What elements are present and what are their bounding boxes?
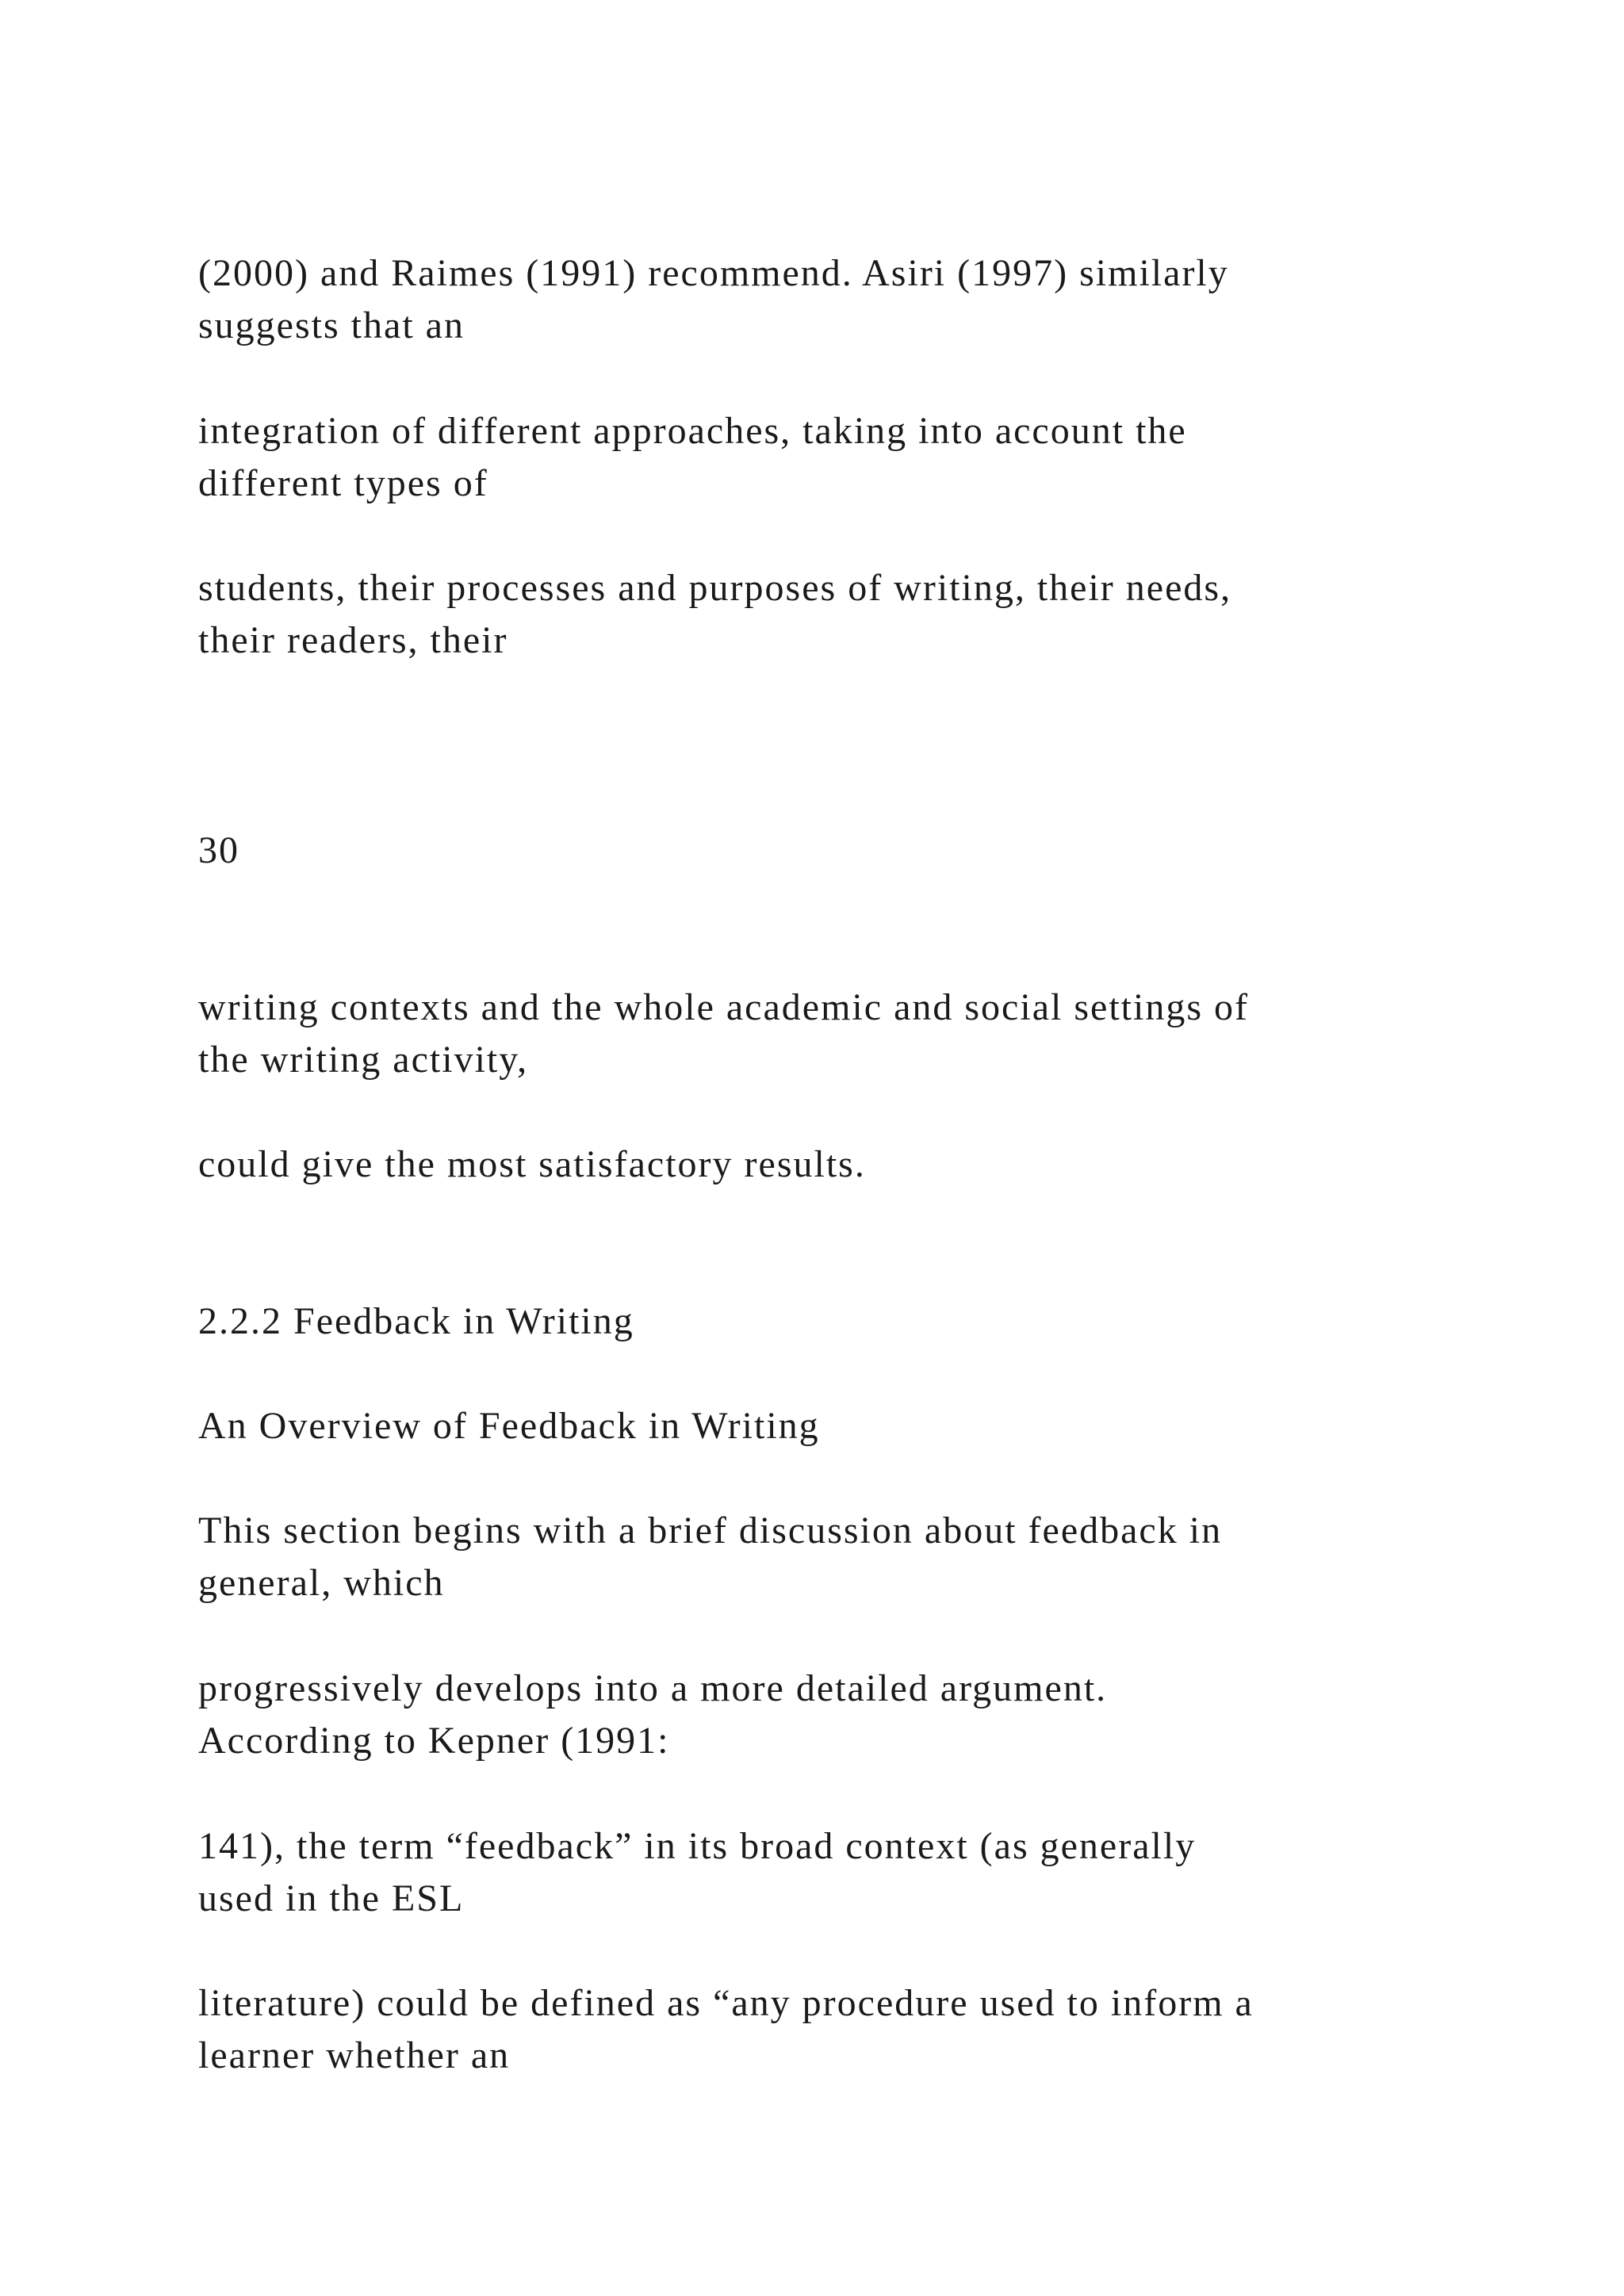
text-line: literature) could be defined as “any procedure used to inform a (198, 1982, 1254, 2024)
text-line: 141), the term “feedback” in its broad context (as generally (198, 1825, 1197, 1867)
page-number: 30 (198, 829, 239, 871)
text-line: students, their processes and purposes of writing, their needs, (198, 567, 1232, 609)
text-line: This section begins with a brief discussion about feedback in (198, 1510, 1223, 1552)
text-line: used in the ESL (198, 1877, 465, 1919)
subsection-heading: An Overview of Feedback in Writing (198, 1405, 820, 1447)
text-line: learner whether an (198, 2034, 511, 2076)
section-heading: 2.2.2 Feedback in Writing (198, 1300, 634, 1342)
text-line: writing contexts and the whole academic and social settings of (198, 986, 1249, 1028)
text-line: the writing activity, (198, 1039, 529, 1081)
text-line: integration of different approaches, taking into account the (198, 410, 1187, 452)
text-line: different types of (198, 462, 488, 504)
text-line: According to Kepner (1991: (198, 1720, 670, 1762)
text-line: their readers, their (198, 619, 508, 661)
text-line: could give the most satisfactory results. (198, 1143, 866, 1185)
text-line: progressively develops into a more detailed argument. (198, 1667, 1108, 1709)
text-line: (2000) and Raimes (1991) recommend. Asiri (1997) similarly (198, 252, 1229, 294)
text-line: general, which (198, 1562, 445, 1604)
text-line: suggests that an (198, 304, 465, 346)
